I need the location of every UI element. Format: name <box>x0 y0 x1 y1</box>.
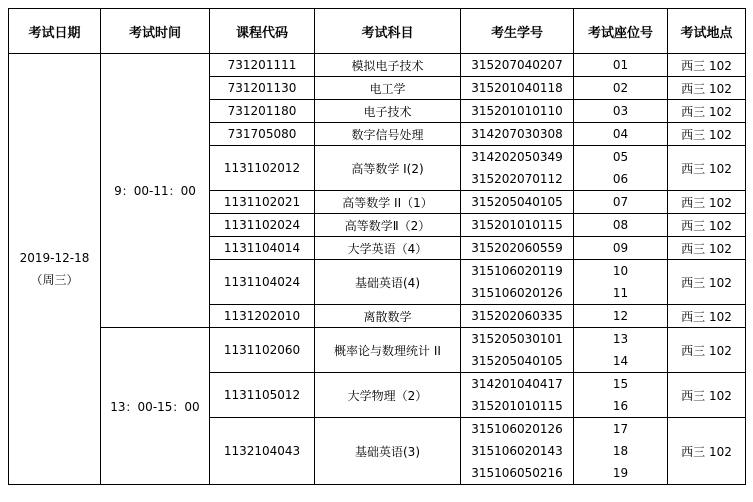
student-id-cell-line: 315207040207 <box>471 58 563 72</box>
student-id-cell-line: 315205030101 <box>471 332 563 346</box>
header-student-id: 考生学号 <box>461 9 574 54</box>
seat-number-cell <box>574 100 668 123</box>
header-exam-location: 考试地点 <box>668 9 746 54</box>
header-course-code: 课程代码 <box>210 9 315 54</box>
student-id-cell-line: 315201010110 <box>471 104 563 118</box>
course-code-cell: 1131102021 <box>210 191 315 214</box>
seat-number-cell-line: 02 <box>612 81 629 95</box>
seat-number-cell <box>574 305 668 328</box>
seat-number-cell-line: 03 <box>612 104 629 118</box>
seat-number-cell <box>574 328 668 373</box>
student-id-cell <box>461 328 574 373</box>
student-id-cell <box>461 77 574 100</box>
exam-date-line: （周三） <box>30 273 79 287</box>
seat-number-cell-line: 17 <box>612 422 629 436</box>
student-id-cell-line: 315106020143 <box>471 444 563 458</box>
seat-number-cell <box>574 123 668 146</box>
student-id-cell-line: 315205040105 <box>471 354 563 368</box>
exam-time-cell: 13：00-15：00 <box>101 328 210 485</box>
exam-subject-cell: 模拟电子技术 <box>315 54 461 77</box>
course-code-cell: 731201130 <box>210 77 315 100</box>
exam-subject-cell: 电工学 <box>315 77 461 100</box>
student-id-cell <box>461 191 574 214</box>
student-id-cell-line: 315202060335 <box>471 309 563 323</box>
exam-location-cell: 西三 102 <box>668 237 746 260</box>
exam-location-cell: 西三 102 <box>668 77 746 100</box>
student-id-cell-line: 315202070112 <box>471 172 563 186</box>
student-id-cell-line: 315106020126 <box>471 422 563 436</box>
exam-subject-cell: 数字信号处理 <box>315 123 461 146</box>
student-id-cell-line: 314202050349 <box>471 150 563 164</box>
student-id-cell-line: 315202060559 <box>471 241 563 255</box>
exam-subject-cell: 大学物理（2） <box>315 373 461 418</box>
course-code-cell: 731201111 <box>210 54 315 77</box>
exam-schedule-table <box>8 8 746 485</box>
header-exam-subject: 考试科目 <box>315 9 461 54</box>
seat-number-cell-line: 06 <box>612 172 629 186</box>
student-id-cell <box>461 418 574 485</box>
seat-number-cell-line: 09 <box>612 241 629 255</box>
student-id-cell-line: 314207030308 <box>471 127 563 141</box>
exam-subject-cell: 高等数学 I(2) <box>315 146 461 191</box>
course-code-cell: 1131102024 <box>210 214 315 237</box>
student-id-cell-line: 315106020119 <box>471 264 563 278</box>
student-id-cell <box>461 123 574 146</box>
student-id-cell-line: 315106020126 <box>471 286 563 300</box>
seat-number-cell <box>574 146 668 191</box>
seat-number-cell <box>574 54 668 77</box>
exam-location-cell: 西三 102 <box>668 260 746 305</box>
exam-location-cell: 西三 102 <box>668 418 746 485</box>
course-code-cell: 1131104024 <box>210 260 315 305</box>
student-id-cell-line: 314201040417 <box>471 377 563 391</box>
exam-subject-cell: 离散数学 <box>315 305 461 328</box>
seat-number-cell-line: 13 <box>612 332 629 346</box>
student-id-cell-line: 315201040118 <box>471 81 563 95</box>
header-exam-time: 考试时间 <box>101 9 210 54</box>
exam-location-cell: 西三 102 <box>668 214 746 237</box>
exam-location-cell: 西三 102 <box>668 123 746 146</box>
student-id-cell <box>461 305 574 328</box>
exam-subject-cell: 电子技术 <box>315 100 461 123</box>
seat-number-cell <box>574 214 668 237</box>
exam-location-cell: 西三 102 <box>668 373 746 418</box>
student-id-cell <box>461 146 574 191</box>
seat-number-cell <box>574 191 668 214</box>
exam-location-cell: 西三 102 <box>668 305 746 328</box>
seat-number-cell-line: 01 <box>612 58 629 72</box>
seat-number-cell-line: 16 <box>612 399 629 413</box>
student-id-cell <box>461 260 574 305</box>
seat-number-cell <box>574 237 668 260</box>
student-id-cell <box>461 237 574 260</box>
exam-date-line: 2019-12-18 <box>19 251 90 265</box>
seat-number-cell-line: 19 <box>612 466 629 480</box>
seat-number-cell-line: 08 <box>612 218 629 232</box>
exam-location-cell: 西三 102 <box>668 100 746 123</box>
student-id-cell <box>461 54 574 77</box>
seat-number-cell-line: 14 <box>612 354 629 368</box>
exam-location-cell: 西三 102 <box>668 54 746 77</box>
student-id-cell <box>461 214 574 237</box>
table-row <box>9 328 746 373</box>
exam-location-cell: 西三 102 <box>668 328 746 373</box>
course-code-cell: 731201180 <box>210 100 315 123</box>
course-code-cell: 1132104043 <box>210 418 315 485</box>
seat-number-cell-line: 05 <box>612 150 629 164</box>
exam-time-cell: 9：00-11：00 <box>101 54 210 328</box>
header-row <box>9 9 746 54</box>
seat-number-cell <box>574 418 668 485</box>
exam-location-cell: 西三 102 <box>668 146 746 191</box>
table-row <box>9 54 746 77</box>
exam-subject-cell: 高等数学 II（1） <box>315 191 461 214</box>
exam-subject-cell: 基础英语(4) <box>315 260 461 305</box>
seat-number-cell-line: 11 <box>612 286 629 300</box>
seat-number-cell-line: 12 <box>612 309 629 323</box>
seat-number-cell <box>574 77 668 100</box>
seat-number-cell <box>574 373 668 418</box>
seat-number-cell-line: 04 <box>612 127 629 141</box>
course-code-cell: 1131105012 <box>210 373 315 418</box>
course-code-cell: 1131202010 <box>210 305 315 328</box>
seat-number-cell-line: 10 <box>612 264 629 278</box>
exam-date-cell <box>9 54 101 485</box>
course-code-cell: 1131102060 <box>210 328 315 373</box>
exam-subject-cell: 基础英语(3) <box>315 418 461 485</box>
header-seat-number: 考试座位号 <box>574 9 668 54</box>
course-code-cell: 1131102012 <box>210 146 315 191</box>
seat-number-cell-line: 15 <box>612 377 629 391</box>
seat-number-cell-line: 07 <box>612 195 629 209</box>
course-code-cell: 731705080 <box>210 123 315 146</box>
seat-number-cell <box>574 260 668 305</box>
student-id-cell <box>461 100 574 123</box>
student-id-cell-line: 315106050216 <box>471 466 563 480</box>
course-code-cell: 1131104014 <box>210 237 315 260</box>
exam-subject-cell: 大学英语（4） <box>315 237 461 260</box>
student-id-cell <box>461 373 574 418</box>
student-id-cell-line: 315201010115 <box>471 218 563 232</box>
exam-subject-cell: 概率论与数理统计 II <box>315 328 461 373</box>
exam-location-cell: 西三 102 <box>668 191 746 214</box>
header-exam-date: 考试日期 <box>9 9 101 54</box>
seat-number-cell-line: 18 <box>612 444 629 458</box>
student-id-cell-line: 315205040105 <box>471 195 563 209</box>
student-id-cell-line: 315201010115 <box>471 399 563 413</box>
exam-subject-cell: 高等数学Ⅱ（2） <box>315 214 461 237</box>
